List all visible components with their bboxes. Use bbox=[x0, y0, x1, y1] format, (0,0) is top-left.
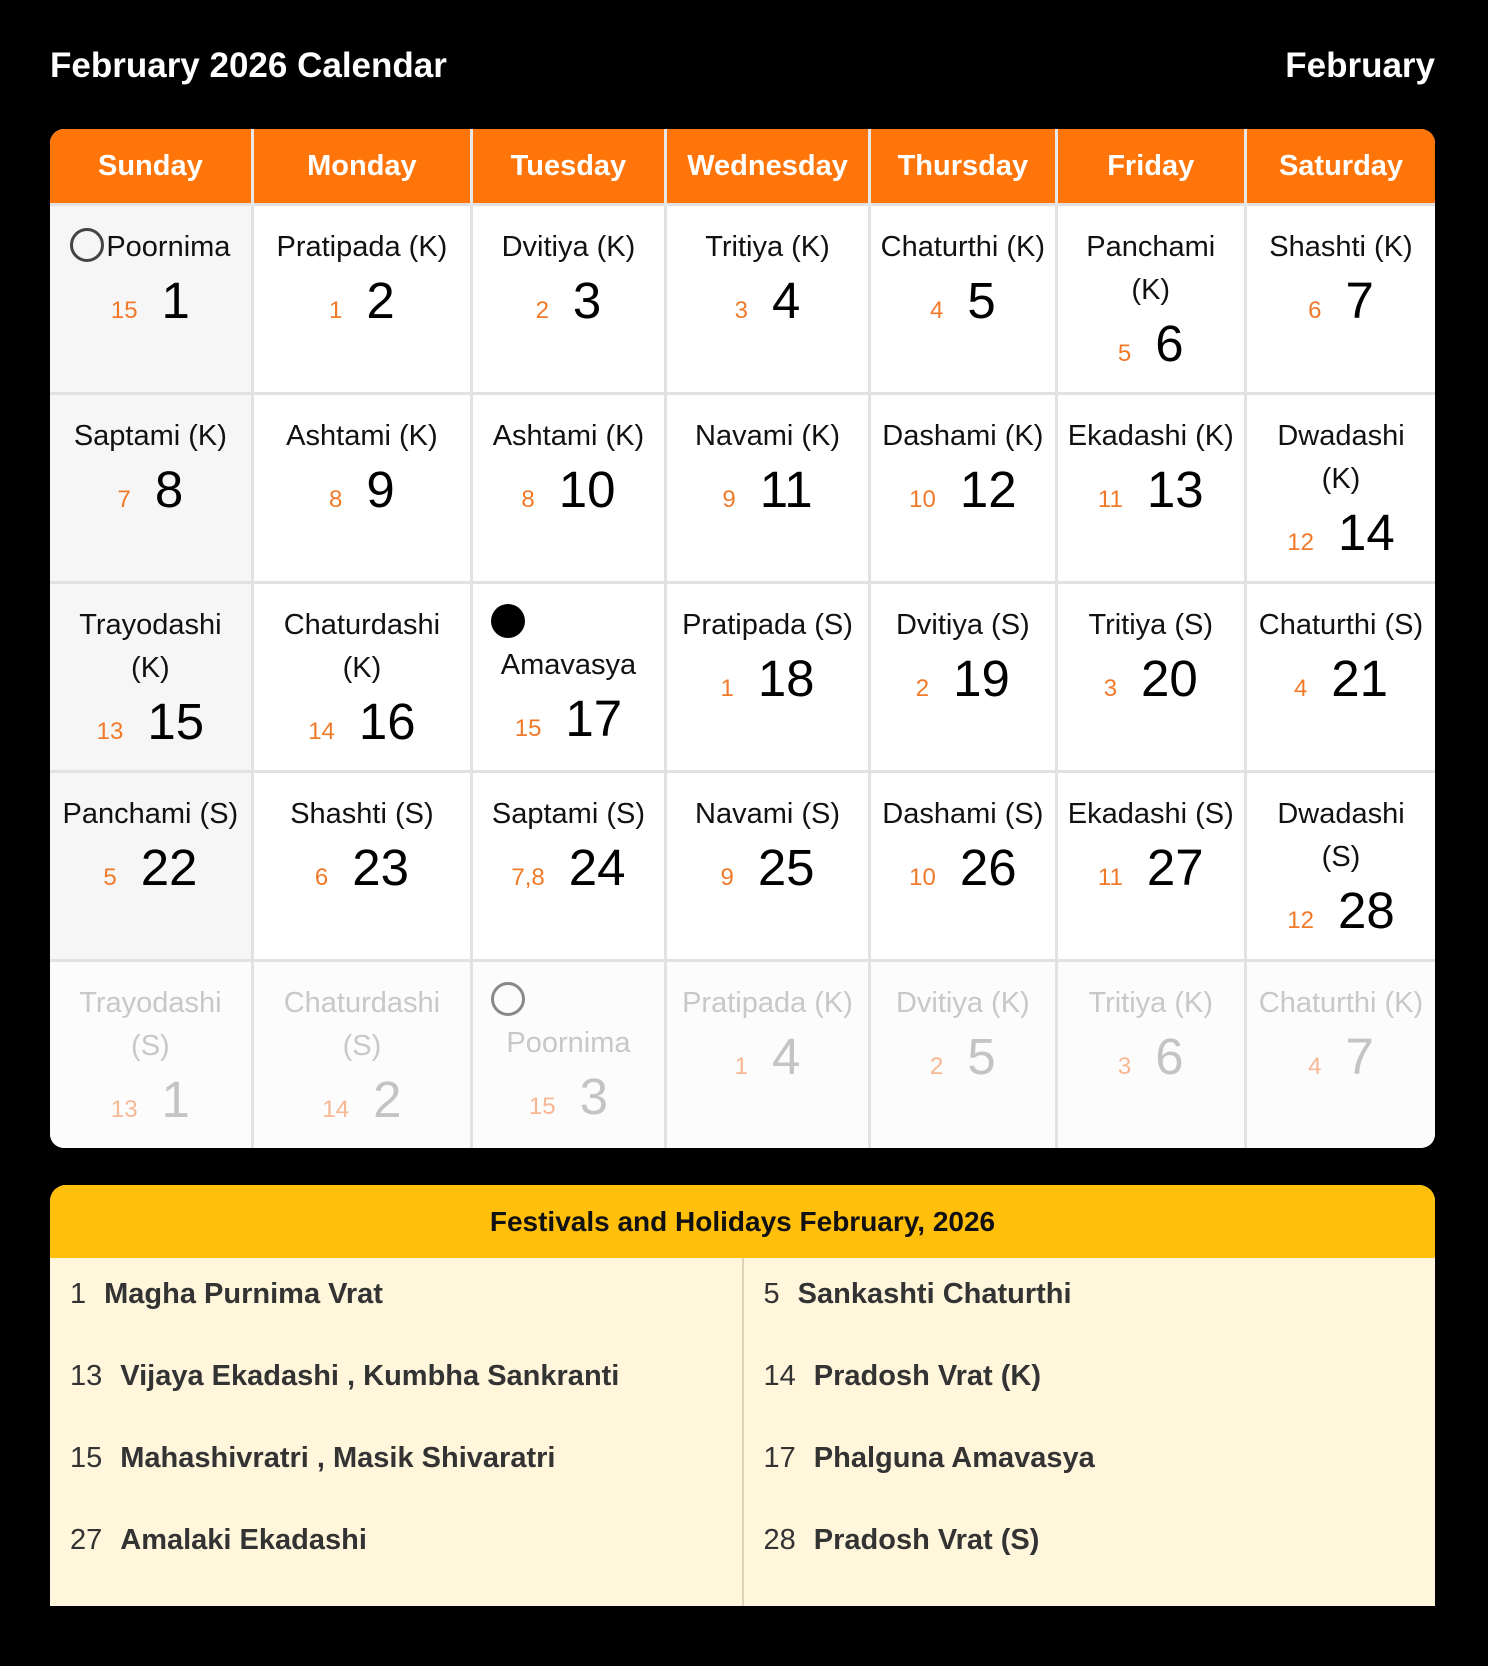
day-number: 27 bbox=[1146, 839, 1204, 896]
lunar-day: 1 bbox=[720, 675, 734, 702]
day-cell[interactable] bbox=[870, 772, 1056, 961]
weekday-tuesday: Tuesday bbox=[472, 129, 666, 205]
day-cell[interactable] bbox=[472, 583, 666, 772]
tithi-label: Navami (K) bbox=[695, 420, 841, 452]
day-number: 18 bbox=[757, 650, 815, 707]
day-number: 3 bbox=[579, 1068, 608, 1125]
festival-date: 17 bbox=[763, 1442, 796, 1474]
day-cell-next-month[interactable] bbox=[1245, 961, 1435, 1149]
week-row bbox=[50, 772, 1435, 961]
tithi-label: Ekadashi (S) bbox=[1067, 798, 1234, 830]
weekday-header-row bbox=[50, 129, 1435, 205]
festival-date: 28 bbox=[763, 1524, 796, 1556]
day-number: 15 bbox=[147, 693, 205, 750]
weekday-monday: Monday bbox=[252, 129, 471, 205]
full-moon-icon bbox=[70, 228, 104, 262]
day-cell[interactable] bbox=[472, 205, 666, 394]
tithi-label: Dvitiya (K) bbox=[501, 231, 636, 263]
tithi-label: Saptami (K) bbox=[73, 420, 227, 452]
tithi-label: Tritiya (K) bbox=[705, 231, 830, 263]
lunar-day: 5 bbox=[1117, 340, 1132, 367]
day-number: 10 bbox=[558, 461, 616, 518]
day-cell[interactable] bbox=[665, 205, 869, 394]
day-cell[interactable] bbox=[50, 583, 252, 772]
tithi-label: Amavasya bbox=[500, 649, 637, 681]
tithi-label: Pratipada (K) bbox=[276, 231, 448, 263]
day-cell[interactable] bbox=[472, 772, 666, 961]
day-cell[interactable] bbox=[870, 583, 1056, 772]
day-number: 14 bbox=[1337, 504, 1395, 561]
lunar-day: 3 bbox=[1117, 1053, 1132, 1080]
calendar-grid bbox=[50, 129, 1435, 1148]
festival-date: 1 bbox=[70, 1278, 87, 1310]
day-cell[interactable] bbox=[50, 394, 252, 583]
tithi-label: Panchami (S) bbox=[62, 798, 239, 830]
lunar-day: 15 bbox=[110, 297, 138, 324]
week-row bbox=[50, 961, 1435, 1149]
day-cell[interactable] bbox=[252, 394, 471, 583]
day-number: 9 bbox=[366, 461, 395, 518]
weekday-thursday: Thursday bbox=[870, 129, 1056, 205]
tithi-label: Tritiya (K) bbox=[1088, 987, 1214, 1019]
day-cell[interactable] bbox=[870, 394, 1056, 583]
day-number: 2 bbox=[373, 1071, 402, 1128]
tithi-label: Chaturdashi (S) bbox=[283, 987, 441, 1062]
lunar-day: 10 bbox=[909, 864, 936, 891]
day-number: 22 bbox=[140, 839, 198, 896]
festival-date: 13 bbox=[70, 1360, 103, 1392]
lunar-day: 11 bbox=[1097, 486, 1123, 513]
day-cell-next-month[interactable] bbox=[50, 961, 252, 1149]
tithi-label: Poornima bbox=[506, 1027, 631, 1059]
day-cell[interactable] bbox=[665, 394, 869, 583]
festival-item bbox=[744, 1524, 1436, 1606]
lunar-day: 13 bbox=[96, 718, 124, 745]
lunar-day: 8 bbox=[329, 486, 343, 513]
festival-item bbox=[50, 1360, 742, 1442]
tithi-label: Dvitiya (K) bbox=[895, 987, 1030, 1019]
lunar-day: 4 bbox=[929, 297, 944, 324]
lunar-day: 9 bbox=[722, 486, 736, 513]
day-number: 5 bbox=[967, 1028, 996, 1085]
week-row bbox=[50, 205, 1435, 394]
lunar-day: 6 bbox=[1308, 297, 1322, 324]
tithi-label: Saptami (S) bbox=[491, 798, 645, 830]
lunar-day: 2 bbox=[929, 1053, 944, 1080]
festival-name[interactable]: Vijaya Ekadashi , Kumbha Sankranti bbox=[120, 1360, 620, 1392]
day-number: 16 bbox=[358, 693, 416, 750]
tithi-label: Pratipada (K) bbox=[682, 987, 853, 1019]
day-number: 4 bbox=[772, 1028, 801, 1085]
tithi-label: Ashtami (K) bbox=[286, 420, 438, 452]
lunar-day: 12 bbox=[1287, 529, 1314, 556]
tithi-label: Trayodashi (S) bbox=[79, 987, 222, 1062]
festival-date: 15 bbox=[70, 1442, 103, 1474]
day-number: 20 bbox=[1141, 650, 1198, 707]
festivals-title: Festivals and Holidays February, 2026 bbox=[50, 1185, 1435, 1258]
page-title: February 2026 Calendar bbox=[50, 46, 447, 85]
day-cell-next-month[interactable] bbox=[472, 961, 666, 1149]
festival-date: 27 bbox=[70, 1524, 103, 1556]
day-cell[interactable] bbox=[1056, 583, 1245, 772]
lunar-day: 3 bbox=[1103, 675, 1118, 702]
lunar-day: 4 bbox=[1308, 1053, 1322, 1080]
day-number: 13 bbox=[1146, 461, 1204, 518]
day-number: 8 bbox=[154, 461, 184, 518]
day-cell-next-month[interactable] bbox=[252, 961, 471, 1149]
festival-name[interactable]: Sankashti Chaturthi bbox=[797, 1278, 1072, 1310]
day-number: 6 bbox=[1155, 1028, 1184, 1085]
lunar-day: 4 bbox=[1293, 675, 1308, 702]
day-cell[interactable] bbox=[1245, 583, 1435, 772]
day-cell[interactable] bbox=[870, 205, 1056, 394]
festival-name[interactable]: Magha Purnima Vrat bbox=[104, 1278, 383, 1310]
festival-item bbox=[50, 1524, 742, 1606]
lunar-day: 1 bbox=[329, 297, 343, 324]
day-cell-next-month[interactable] bbox=[1056, 961, 1245, 1149]
tithi-label: Dwadashi (K) bbox=[1277, 420, 1405, 495]
day-number: 23 bbox=[352, 839, 409, 896]
lunar-day: 7,8 bbox=[511, 864, 545, 891]
day-cell[interactable] bbox=[665, 772, 869, 961]
new-moon-icon bbox=[491, 604, 525, 638]
day-number: 1 bbox=[161, 272, 190, 329]
day-number: 17 bbox=[565, 690, 623, 747]
festivals-panel bbox=[50, 1185, 1435, 1606]
weekday-saturday: Saturday bbox=[1245, 129, 1435, 205]
festival-item bbox=[50, 1442, 742, 1524]
lunar-day: 12 bbox=[1287, 907, 1314, 934]
day-cell[interactable] bbox=[252, 205, 471, 394]
weekday-sunday: Sunday bbox=[50, 129, 252, 205]
day-cell[interactable] bbox=[1056, 394, 1245, 583]
day-number: 5 bbox=[967, 272, 996, 329]
lunar-day: 15 bbox=[528, 1093, 556, 1120]
tithi-label: Chaturthi (S) bbox=[1258, 609, 1424, 641]
festival-name[interactable]: Mahashivratri , Masik Shivaratri bbox=[120, 1442, 556, 1474]
day-number: 26 bbox=[959, 839, 1017, 896]
lunar-day: 3 bbox=[734, 297, 748, 324]
tithi-label: Chaturthi (K) bbox=[880, 231, 1046, 263]
tithi-label: Shashti (S) bbox=[290, 798, 434, 830]
day-cell[interactable] bbox=[472, 394, 666, 583]
day-cell[interactable] bbox=[1245, 394, 1435, 583]
lunar-day: 10 bbox=[909, 486, 936, 513]
lunar-day: 6 bbox=[314, 864, 329, 891]
day-cell[interactable] bbox=[1056, 772, 1245, 961]
lunar-day: 14 bbox=[322, 1096, 350, 1123]
day-number: 11 bbox=[759, 461, 813, 518]
festival-date: 14 bbox=[763, 1360, 796, 1392]
lunar-day: 5 bbox=[103, 864, 117, 891]
week-row bbox=[50, 394, 1435, 583]
lunar-day: 11 bbox=[1097, 864, 1123, 891]
lunar-day: 9 bbox=[720, 864, 734, 891]
tithi-label: Ekadashi (K) bbox=[1067, 420, 1234, 452]
day-cell[interactable] bbox=[50, 205, 252, 394]
lunar-day: 8 bbox=[521, 486, 535, 513]
lunar-day: 7 bbox=[117, 486, 131, 513]
tithi-label: Tritiya (S) bbox=[1088, 609, 1214, 641]
day-cell[interactable] bbox=[252, 772, 471, 961]
lunar-day: 13 bbox=[110, 1096, 138, 1123]
tithi-label: Dwadashi (S) bbox=[1277, 798, 1405, 873]
tithi-label: Chaturthi (K) bbox=[1258, 987, 1424, 1019]
day-cell[interactable] bbox=[252, 583, 471, 772]
day-number: 6 bbox=[1155, 315, 1184, 372]
day-number: 2 bbox=[366, 272, 395, 329]
festival-name[interactable]: Pradosh Vrat (K) bbox=[813, 1360, 1041, 1392]
day-cell[interactable] bbox=[665, 583, 869, 772]
weekday-friday: Friday bbox=[1056, 129, 1245, 205]
day-cell[interactable] bbox=[1056, 205, 1245, 394]
festival-name[interactable]: Amalaki Ekadashi bbox=[120, 1524, 367, 1556]
day-number: 19 bbox=[953, 650, 1010, 707]
festival-date: 5 bbox=[763, 1278, 780, 1310]
tithi-label: Panchami (K) bbox=[1086, 231, 1216, 306]
lunar-day: 15 bbox=[514, 715, 542, 742]
month-label: February bbox=[1285, 46, 1435, 85]
lunar-day: 2 bbox=[535, 297, 549, 324]
festivals-right-column bbox=[744, 1258, 1436, 1606]
tithi-label: Shashti (K) bbox=[1269, 231, 1413, 263]
tithi-label: Pratipada (S) bbox=[682, 609, 853, 641]
day-cell[interactable] bbox=[1245, 205, 1435, 394]
week-row bbox=[50, 583, 1435, 772]
lunar-day: 1 bbox=[734, 1053, 748, 1080]
tithi-label: Navami (S) bbox=[695, 798, 841, 830]
lunar-day: 14 bbox=[308, 718, 335, 745]
day-number: 1 bbox=[161, 1071, 190, 1128]
day-number: 3 bbox=[572, 272, 602, 329]
weekday-wednesday: Wednesday bbox=[665, 129, 869, 205]
festivals-left-column bbox=[50, 1258, 744, 1606]
full-moon-icon bbox=[491, 982, 525, 1016]
festival-name[interactable]: Phalguna Amavasya bbox=[813, 1442, 1095, 1474]
festival-item bbox=[744, 1360, 1436, 1442]
festival-item bbox=[744, 1278, 1436, 1360]
tithi-label: Dvitiya (S) bbox=[895, 609, 1030, 641]
day-number: 4 bbox=[772, 272, 801, 329]
day-number: 7 bbox=[1345, 1028, 1374, 1085]
tithi-label: Ashtami (K) bbox=[492, 420, 645, 452]
day-number: 24 bbox=[568, 839, 626, 896]
tithi-label: Trayodashi (K) bbox=[79, 609, 222, 684]
festival-name[interactable]: Pradosh Vrat (S) bbox=[813, 1524, 1040, 1556]
lunar-day: 2 bbox=[915, 675, 930, 702]
day-number: 25 bbox=[757, 839, 815, 896]
tithi-label: Poornima bbox=[106, 231, 231, 263]
festival-item bbox=[50, 1278, 742, 1360]
day-cell-next-month[interactable] bbox=[870, 961, 1056, 1149]
day-number: 7 bbox=[1345, 272, 1374, 329]
day-cell[interactable] bbox=[50, 772, 252, 961]
tithi-label: Dashami (S) bbox=[882, 798, 1044, 830]
day-number: 28 bbox=[1337, 882, 1395, 939]
day-number: 21 bbox=[1331, 650, 1389, 707]
day-cell-next-month[interactable] bbox=[665, 961, 869, 1149]
day-number: 12 bbox=[959, 461, 1017, 518]
day-cell[interactable] bbox=[1245, 772, 1435, 961]
tithi-label: Chaturdashi (K) bbox=[283, 609, 441, 684]
festival-item bbox=[744, 1442, 1436, 1524]
tithi-label: Dashami (K) bbox=[882, 420, 1044, 452]
